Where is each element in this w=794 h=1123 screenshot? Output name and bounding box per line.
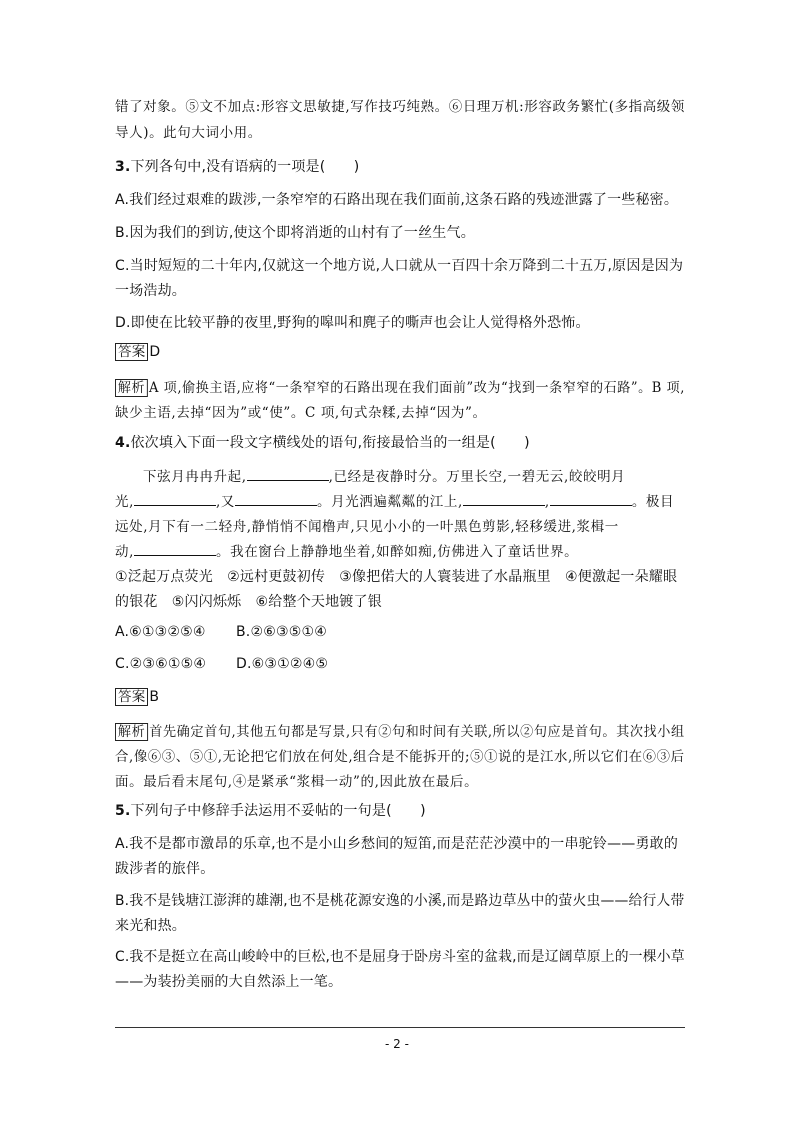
choice-b: B.②⑥③⑤①④ xyxy=(236,624,327,640)
passage-line xyxy=(143,465,625,485)
option-a-continued: 跋涉者的旅伴。 xyxy=(115,861,215,877)
analysis-text-line: 缺少主语,去掉“因为”或“使”。C 项,句式杂糅,去掉“因为”。 xyxy=(115,405,487,421)
answer-label: 答案 xyxy=(115,688,148,706)
passage-line xyxy=(115,540,578,560)
analysis-text-line: 合,像⑥③、⑤①,无论把它们放在何处,组合是不能拆开的;⑤①说的是江水,所以它们在⑥③后 xyxy=(115,749,685,765)
answer-blank xyxy=(463,493,545,506)
analysis-text: 首先确定首句,其他五句都是写景,只有②句和时间有关联,所以②句应是首句。其次找小组 xyxy=(149,724,685,740)
answer-value: D xyxy=(149,344,161,360)
question-text: 依次填入下面一段文字横线处的语句,衔接最恰当的一组是( ) xyxy=(130,435,530,451)
footer-divider xyxy=(115,1027,685,1028)
question-number: 4. xyxy=(115,435,131,451)
answer-value: B xyxy=(149,689,160,705)
option-c: C.当时短短的二十年内,仅就这一个地方说,人口就从一百四十余万降到二十五万,原因是因为 xyxy=(115,258,684,274)
option-b-continued: 来光和热。 xyxy=(115,918,186,934)
passage-text: 。极目 xyxy=(631,494,675,510)
sentence-options: ①泛起万点荧光 ②远村更鼓初传 ③像把偌大的人寰装进了水晶瓶里 ④便激起一朵耀眼 xyxy=(115,569,678,585)
option-d: D.即使在比较平静的夜里,野狗的嗥叫和麂子的嘶声也会让人觉得格外恐怖。 xyxy=(115,315,590,331)
passage-text: 动, xyxy=(115,544,134,560)
answer-blank xyxy=(247,468,329,481)
answer-label: 答案 xyxy=(115,343,148,361)
answer-blank xyxy=(550,493,632,506)
answer-row xyxy=(115,688,159,706)
option-c: C.我不是挺立在高山峻岭中的巨松,也不是屈身于卧房斗室的盆栽,而是辽阔草原上的一棵小草 xyxy=(115,949,685,965)
carry-text-line: 错了对象。⑤文不加点:形容文思敏捷,写作技巧纯熟。⑥日理万机:形容政务繁忙(多指高级领 xyxy=(115,99,685,115)
answer-blank xyxy=(134,543,216,556)
passage-text: , xyxy=(544,494,550,510)
analysis-label: 解析 xyxy=(115,723,148,741)
passage-text: 。我在窗台上静静地坐着,如醉如痴,仿佛进入了童话世界。 xyxy=(216,544,579,560)
passage-line xyxy=(115,490,674,510)
question-3-stem xyxy=(115,156,359,176)
choice-a: A.⑥①③②⑤④ xyxy=(115,624,206,640)
option-c-continued: 一场浩劫。 xyxy=(115,283,186,299)
question-number: 5. xyxy=(115,803,131,819)
analysis-row xyxy=(115,376,685,397)
analysis-text-line: 面。最后看末尾句,④是紧承“浆楫一动”的,因此放在最后。 xyxy=(115,774,479,790)
question-5-stem xyxy=(115,800,426,820)
answer-blank xyxy=(134,493,216,506)
option-a: A.我不是都市激昂的乐章,也不是小山乡愁间的短笛,而是茫茫沙漠中的一串驼铃——勇敢的 xyxy=(115,836,679,852)
carry-text-line: 导人)。此句大词小用。 xyxy=(115,125,262,141)
question-text: 下列句子中修辞手法运用不妥帖的一句是( ) xyxy=(130,803,426,819)
passage-text: 。月光洒遍粼粼的江上, xyxy=(317,494,463,510)
analysis-text: A 项,偷换主语,应将“一条窄窄的石路出现在我们面前”改为“找到一条窄窄的石路”。B 项, xyxy=(149,380,685,396)
analysis-label: 解析 xyxy=(115,379,148,397)
option-b: B.因为我们的到访,使这个即将消逝的山村有了一丝生气。 xyxy=(115,225,475,241)
option-c-continued: ——为装扮美丽的大自然添上一笔。 xyxy=(115,974,343,990)
choice-d: D.⑥③①②④⑤ xyxy=(236,656,329,672)
question-text: 下列各句中,没有语病的一项是( ) xyxy=(130,159,360,175)
question-number: 3. xyxy=(115,159,131,175)
option-a: A.我们经过艰难的跋涉,一条窄窄的石路出现在我们面前,这条石路的残迹泄露了一些秘密。 xyxy=(115,192,679,208)
passage-text: ,又 xyxy=(216,494,235,510)
analysis-row xyxy=(115,720,685,741)
passage-text: 下弦月冉冉升起, xyxy=(143,469,247,485)
answer-row xyxy=(115,343,160,361)
option-b: B.我不是钱塘江澎湃的雄潮,也不是桃花源安逸的小溪,而是路边草丛中的萤火虫——给行人带 xyxy=(115,893,685,909)
passage-line: 远处,月下有一二轻舟,静悄悄不闻橹声,只见小小的一叶黑色剪影,轻移缓进,浆楫一 xyxy=(115,519,619,535)
answer-blank xyxy=(235,493,317,506)
page-number: - 2 - xyxy=(385,1037,409,1051)
question-4-stem xyxy=(115,432,530,452)
passage-text: ,已经是夜静时分。万里长空,一碧无云,皎皎明月 xyxy=(328,469,626,485)
choice-c: C.②③⑥①⑤④ xyxy=(115,656,207,672)
sentence-options-continued: 的银花 ⑤闪闪烁烁 ⑥给整个天地镀了银 xyxy=(115,594,382,610)
passage-text: 光, xyxy=(115,494,134,510)
